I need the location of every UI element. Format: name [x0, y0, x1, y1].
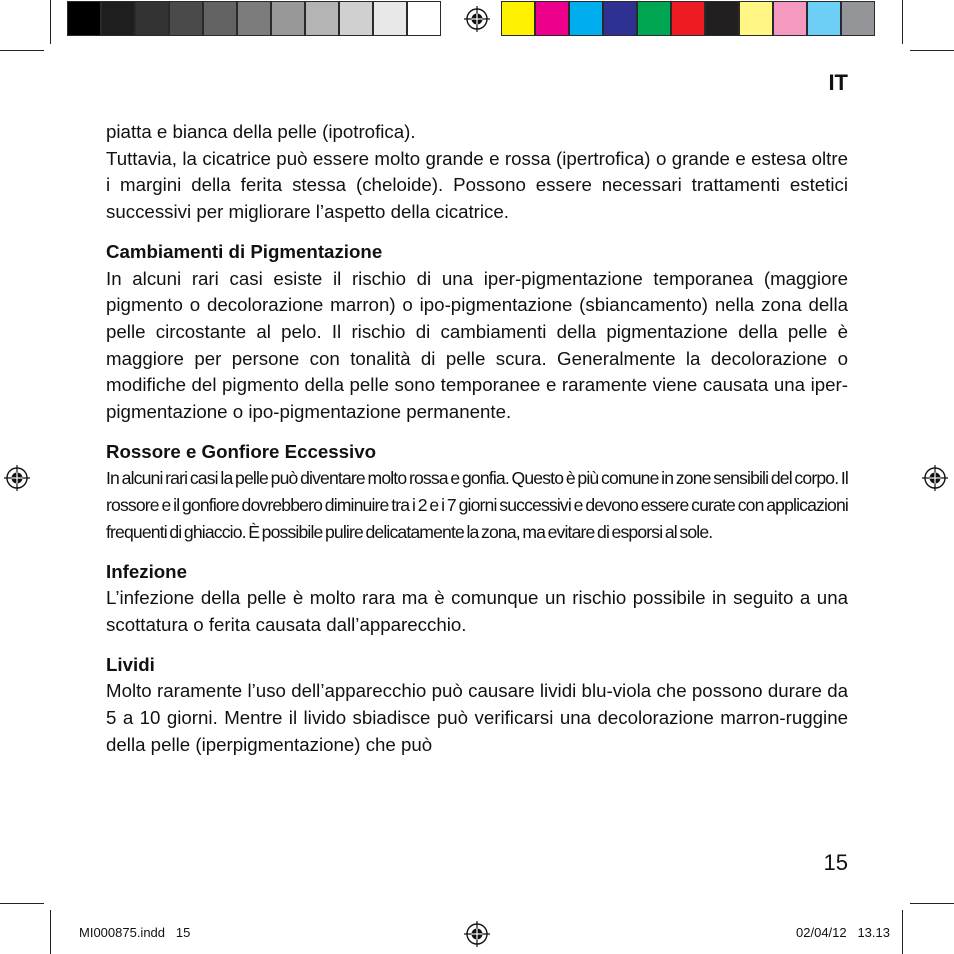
crop-mark [910, 903, 954, 904]
color-swatch [841, 1, 875, 36]
body-paragraph: piatta e bianca della pelle (ipotrofica). [106, 121, 416, 142]
crop-mark [50, 0, 51, 44]
grayscale-swatch [373, 1, 407, 36]
section-text: In alcuni rari casi esiste il rischio di una iper-pigmentazione temporanea (maggiore pigmento o decolorazione marron) o ipo-pigmentazione (sbiancamento) nella zona della pelle circostante al pelo. Il rischio di cambiamenti della pigmentazione della pelle è maggiore per persone con tonalità di pelle scura. Generalmente la decolorazione o modifiche del pigmento della pelle sono temporanee e raramente viene causata una iper-pigmentazione o ipo-pigmentazione permanente. [106, 267, 848, 423]
registration-mark-icon [464, 6, 490, 32]
crop-mark [0, 903, 44, 904]
section-heading: Cambiamenti di Pigmentazione [106, 240, 383, 262]
color-swatch [705, 1, 739, 36]
section-text: Molto raramente l’uso dell’apparecchio può causare lividi blu-viola che possono durare da 5 a 10 giorni. Mentre il livido sbiadisce può verificarsi una decolorazione marron-ruggine della pelle (iperpigmentazione) che può [106, 680, 848, 755]
color-swatch [671, 1, 705, 36]
crop-mark [910, 50, 954, 51]
section-text: L’infezione della pelle è molto rara ma è comunque un rischio possibile in seguito a una scottatura o ferita causata dall’apparecchio. [106, 587, 848, 635]
crop-mark [902, 0, 903, 44]
grayscale-swatch [271, 1, 305, 36]
grayscale-swatch [339, 1, 373, 36]
grayscale-swatch [135, 1, 169, 36]
registration-mark-icon [464, 921, 490, 947]
grayscale-swatch [407, 1, 441, 36]
color-swatch [739, 1, 773, 36]
document-body [106, 119, 848, 758]
color-swatch [603, 1, 637, 36]
registration-mark-icon [922, 465, 948, 491]
color-swatch [637, 1, 671, 36]
page-number: 15 [823, 850, 848, 875]
footer-file-name: MI000875.indd 15 [79, 925, 191, 940]
section-heading: Rossore e Gonfiore Eccessivo [106, 440, 377, 462]
section-heading: Infezione [106, 560, 187, 582]
color-swatch [773, 1, 807, 36]
color-swatch [501, 1, 535, 36]
grayscale-swatch [237, 1, 271, 36]
language-label: IT [828, 70, 848, 95]
grayscale-swatch [101, 1, 135, 36]
crop-mark [50, 910, 51, 954]
color-swatch [569, 1, 603, 36]
grayscale-swatch [203, 1, 237, 36]
grayscale-swatch [305, 1, 339, 36]
section-heading: Lividi [106, 653, 155, 675]
crop-mark [902, 910, 903, 954]
footer-timestamp: 02/04/12 13.13 [796, 925, 890, 940]
crop-mark [0, 50, 44, 51]
grayscale-swatch [67, 1, 101, 36]
color-swatch [807, 1, 841, 36]
body-paragraph: Tuttavia, la cicatrice può essere molto grande e rossa (ipertrofica) o grande e estesa oltre i margini della ferita stessa (cheloide). Possono essere necessari trattamenti estetici successivi per migliorare l’aspetto della cicatrice. [106, 147, 848, 223]
color-swatch [535, 1, 569, 36]
section-text: In alcuni rari casi la pelle può diventare molto rossa e gonfia. Questo è più comune in zone sensibili del corpo. Il rossore e il gonfiore dovrebbero diminuire tra i 2 e i 7 giorni successivi e devono essere curate con applicazioni frequenti di ghiaccio. È possibile pulire delicatamente la zona, ma evitare di esporsi al sole. [106, 468, 848, 542]
registration-mark-icon [4, 465, 30, 491]
grayscale-swatch [169, 1, 203, 36]
